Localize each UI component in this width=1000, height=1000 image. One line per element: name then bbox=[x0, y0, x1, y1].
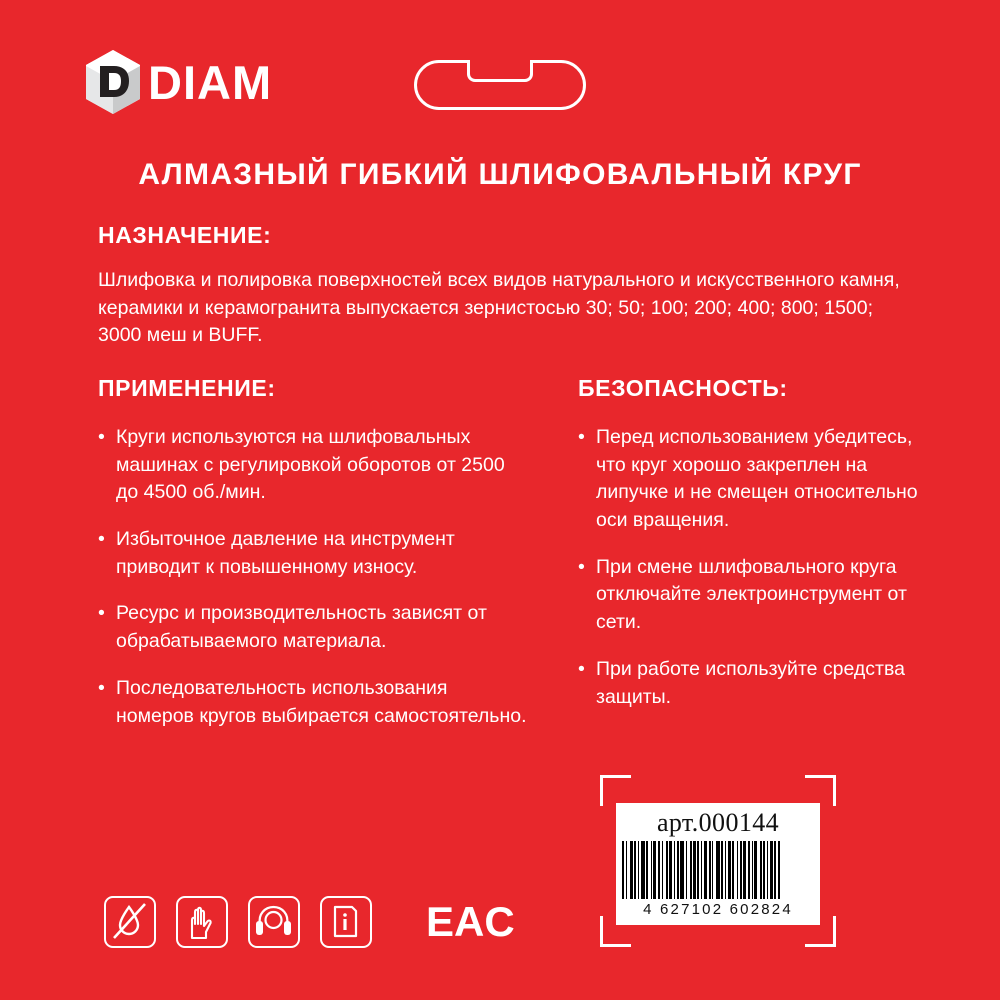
usage-list bbox=[98, 424, 528, 730]
read-manual-icon bbox=[320, 896, 372, 948]
list-item: • Круги используются на шлифовальных машинах с регулировкой оборотов от 2500 до 4500 об./мин. bbox=[98, 424, 528, 507]
section-purpose bbox=[98, 222, 918, 350]
section-safety-heading: БЕЗОПАСНОСТЬ: bbox=[578, 375, 788, 401]
list-item: • Ресурс и производительность зависят от обрабатываемого материала. bbox=[98, 600, 528, 655]
barcode-card bbox=[616, 803, 820, 925]
eac-mark: ЕАC bbox=[426, 898, 515, 945]
list-item: • Последовательность использования номеров кругов выбирается самостоятельно. bbox=[98, 675, 528, 730]
list-item: • При работе используйте средства защиты. bbox=[578, 656, 928, 711]
brand-logo bbox=[84, 46, 272, 118]
page-title: АЛМАЗНЫЙ ГИБКИЙ ШЛИФОВАЛЬНЫЙ КРУГ bbox=[138, 158, 862, 191]
barcode-bars-icon bbox=[622, 841, 814, 899]
section-purpose-text: Шлифовка и полировка поверхностей всех видов натурального и искусственного камня, керамики и керамогранита выпускается зернистосью 30; 50; 100; 200; 400; 800; 1500; 3000 меш и BUFF. bbox=[98, 269, 900, 347]
hang-hole bbox=[414, 60, 586, 110]
article-number: арт.000144 bbox=[656, 808, 780, 837]
no-water-icon bbox=[104, 896, 156, 948]
list-item: • Избыточное давление на инструмент приводит к повышенному износу. bbox=[98, 526, 528, 581]
ean-number: 4 627102 602824 bbox=[643, 900, 793, 918]
list-item: • При смене шлифовального круга отключайте электроинструмент от сети. bbox=[578, 554, 928, 637]
safety-list bbox=[578, 424, 928, 711]
protective-gloves-icon bbox=[176, 896, 228, 948]
brand-name: DIAM bbox=[148, 55, 273, 109]
ear-protection-icon bbox=[248, 896, 300, 948]
corner-mark-top-right bbox=[805, 775, 836, 806]
section-usage-heading: ПРИМЕНЕНИЕ: bbox=[98, 375, 276, 401]
list-item: • Перед использованием убедитесь, что круг хорошо закреплен на липучке и не смещен относительно оси вращения. bbox=[578, 424, 928, 535]
diam-cube-logo-icon bbox=[84, 48, 142, 116]
corner-mark-top-left bbox=[600, 775, 631, 806]
section-safety bbox=[578, 375, 928, 730]
barcode-block bbox=[600, 775, 836, 947]
pictogram-row bbox=[104, 896, 515, 948]
section-usage bbox=[98, 375, 528, 749]
section-purpose-heading: НАЗНАЧЕНИЕ: bbox=[98, 222, 272, 248]
